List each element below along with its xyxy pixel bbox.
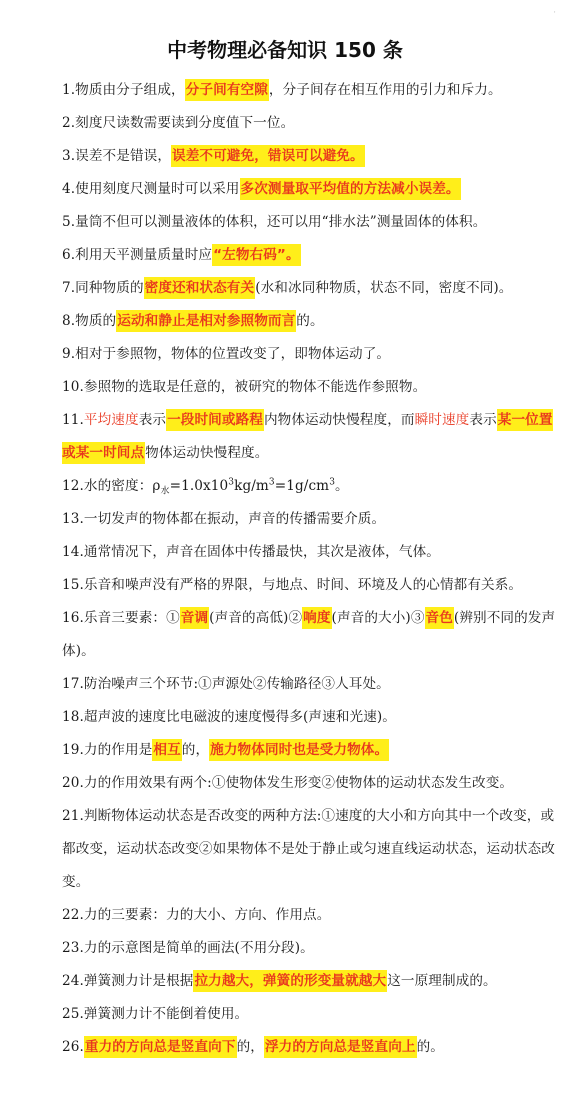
text-segment: (水和冰同种物质，状态不同，密度不同)。 [255, 280, 513, 296]
highlighted-phrase: 重力的方向总是竖直向下 [84, 1036, 237, 1058]
text-segment: 8.物质的 [62, 313, 117, 329]
list-item [62, 899, 560, 932]
text-segment: 23.力的示意图是简单的画法(不用分段)。 [62, 940, 314, 956]
text-segment: 17.防治噪声三个环节:①声源处②传输路径③人耳处。 [62, 676, 390, 692]
text-segment: 21.判断物体运动状态是否改变的两种方法:①速度的大小和方向其中一个改变，或都改变，运动状态改变②如果物体不是处于静止或匀速直线运动状态，运动状态改变。 [62, 808, 555, 890]
list-item [62, 668, 560, 701]
text-segment: 6.利用天平测量质量时应 [62, 247, 213, 263]
list-item [62, 404, 560, 470]
list-item [62, 305, 560, 338]
list-item [62, 536, 560, 569]
list-item [62, 965, 560, 998]
superscript: 3 [268, 477, 275, 488]
highlighted-phrase: 密度还和状态有关 [144, 277, 256, 299]
highlighted-phrase: 误差不可避免，错误可以避免。 [171, 145, 365, 167]
superscript: 3 [329, 477, 336, 488]
text-segment: 20.力的作用效果有两个:①使物体发生形变②使物体的运动状态发生改变。 [62, 775, 514, 791]
text-segment: (辨别不同的发声体)。 [62, 610, 556, 659]
highlighted-phrase: 音调 [180, 607, 209, 629]
list-item [62, 932, 560, 965]
highlighted-phrase: 某一位置或某一时间点 [62, 409, 553, 464]
text-segment: 24.弹簧测力计是根据 [62, 973, 194, 989]
text-segment: 表示 [469, 412, 497, 428]
text-segment: 1.物质由分子组成， [62, 82, 185, 98]
highlighted-phrase: 运动和静止是相对参照物而言 [116, 310, 296, 332]
text-segment: 。 [335, 478, 349, 494]
text-segment: kg/m [234, 478, 269, 494]
text-segment: 的， [181, 742, 210, 758]
list-item [62, 701, 560, 734]
emphasis-term: 平均速度 [83, 412, 139, 428]
list-item [62, 371, 560, 404]
list-item [62, 140, 560, 173]
highlighted-phrase: 相互 [152, 739, 181, 761]
corner-mark: · [553, 8, 556, 18]
text-segment: 14.通常情况下，声音在固体中传播最快，其次是液体，气体。 [62, 544, 440, 560]
text-segment: 3.误差不是错误， [62, 148, 172, 164]
highlighted-phrase: 浮力的方向总是竖直向上 [264, 1036, 417, 1058]
list-item [62, 272, 560, 305]
text-segment: 的。 [296, 313, 324, 329]
text-segment: =1.0x10 [169, 478, 229, 494]
text-segment: 26. [62, 1039, 84, 1055]
list-item [62, 800, 560, 899]
text-segment: 表示 [138, 412, 167, 428]
highlighted-phrase: 音色 [425, 607, 454, 629]
text-segment: 的。 [416, 1039, 444, 1055]
text-segment: 5.量筒不但可以测量液体的体积，还可以用“排水法”测量固体的体积。 [62, 214, 487, 230]
text-segment: 13.一切发声的物体都在振动，声音的传播需要介质。 [62, 511, 386, 527]
text-segment: 18.超声波的速度比电磁波的速度慢得多(声速和光速)。 [62, 709, 396, 725]
text-segment: =1g/cm [274, 478, 330, 494]
list-item [62, 998, 560, 1031]
text-segment: 这一原理制成的。 [387, 973, 497, 989]
text-segment: 19.力的作用是 [62, 742, 153, 758]
text-segment: (声音的大小)③ [331, 610, 425, 626]
text-segment: 10.参照物的选取是任意的，被研究的物体不能选作参照物。 [62, 379, 427, 395]
list-item [62, 107, 560, 140]
text-segment: 22.力的三要素：力的大小、方向、作用点。 [62, 907, 331, 923]
highlighted-phrase: 多次测量取平均值的方法减小误差。 [240, 178, 461, 200]
emphasis-term: 瞬时速度 [414, 412, 470, 428]
list-item [62, 1031, 560, 1064]
text-segment: 16.乐音三要素：① [62, 610, 180, 626]
text-segment: 的， [236, 1039, 264, 1055]
list-item [62, 734, 560, 767]
list-item [62, 173, 560, 206]
text-segment: 9.相对于参照物，物体的位置改变了，即物体运动了。 [62, 346, 391, 362]
knowledge-list [62, 74, 560, 1064]
text-segment: 25.弹簧测力计不能倒着使用。 [62, 1006, 249, 1022]
highlighted-phrase: 拉力越大，弹簧的形变量就越大 [193, 970, 387, 992]
highlighted-phrase: “左物右码”。 [212, 244, 301, 266]
text-segment: (声音的高低)② [209, 610, 303, 626]
superscript: 3 [228, 477, 235, 488]
text-segment: 2.刻度尺读数需要读到分度值下一位。 [62, 115, 295, 131]
list-item [62, 767, 560, 800]
list-item [62, 74, 560, 107]
page-title: 中考物理必备知识 150 条 [167, 38, 403, 62]
highlighted-phrase: 响度 [302, 607, 331, 629]
text-segment: 内物体运动快慢程度，而 [263, 412, 415, 428]
subscript: 水 [160, 486, 170, 497]
text-segment: 15.乐音和噪声没有严格的界限，与地点、时间、环境及人的心情都有关系。 [62, 577, 523, 593]
list-item [62, 338, 560, 371]
highlighted-phrase: 分子间有空隙 [185, 79, 269, 101]
list-item [62, 602, 560, 668]
list-item [62, 206, 560, 239]
text-segment: 12.水的密度：ρ [62, 478, 161, 494]
text-segment: ，分子间存在相互作用的引力和斥力。 [268, 82, 502, 98]
text-segment: 7.同种物质的 [62, 280, 144, 296]
list-item [62, 470, 560, 503]
list-item [62, 239, 560, 272]
list-item [62, 569, 560, 602]
text-segment: 物体运动快慢程度。 [145, 445, 269, 461]
text-segment: 4.使用刻度尺测量时可以采用 [62, 181, 240, 197]
list-item [62, 503, 560, 536]
highlighted-phrase: 施力物体同时也是受力物体。 [209, 739, 389, 761]
highlighted-phrase: 一段时间或路程 [166, 409, 264, 431]
text-segment: 11. [62, 412, 84, 428]
